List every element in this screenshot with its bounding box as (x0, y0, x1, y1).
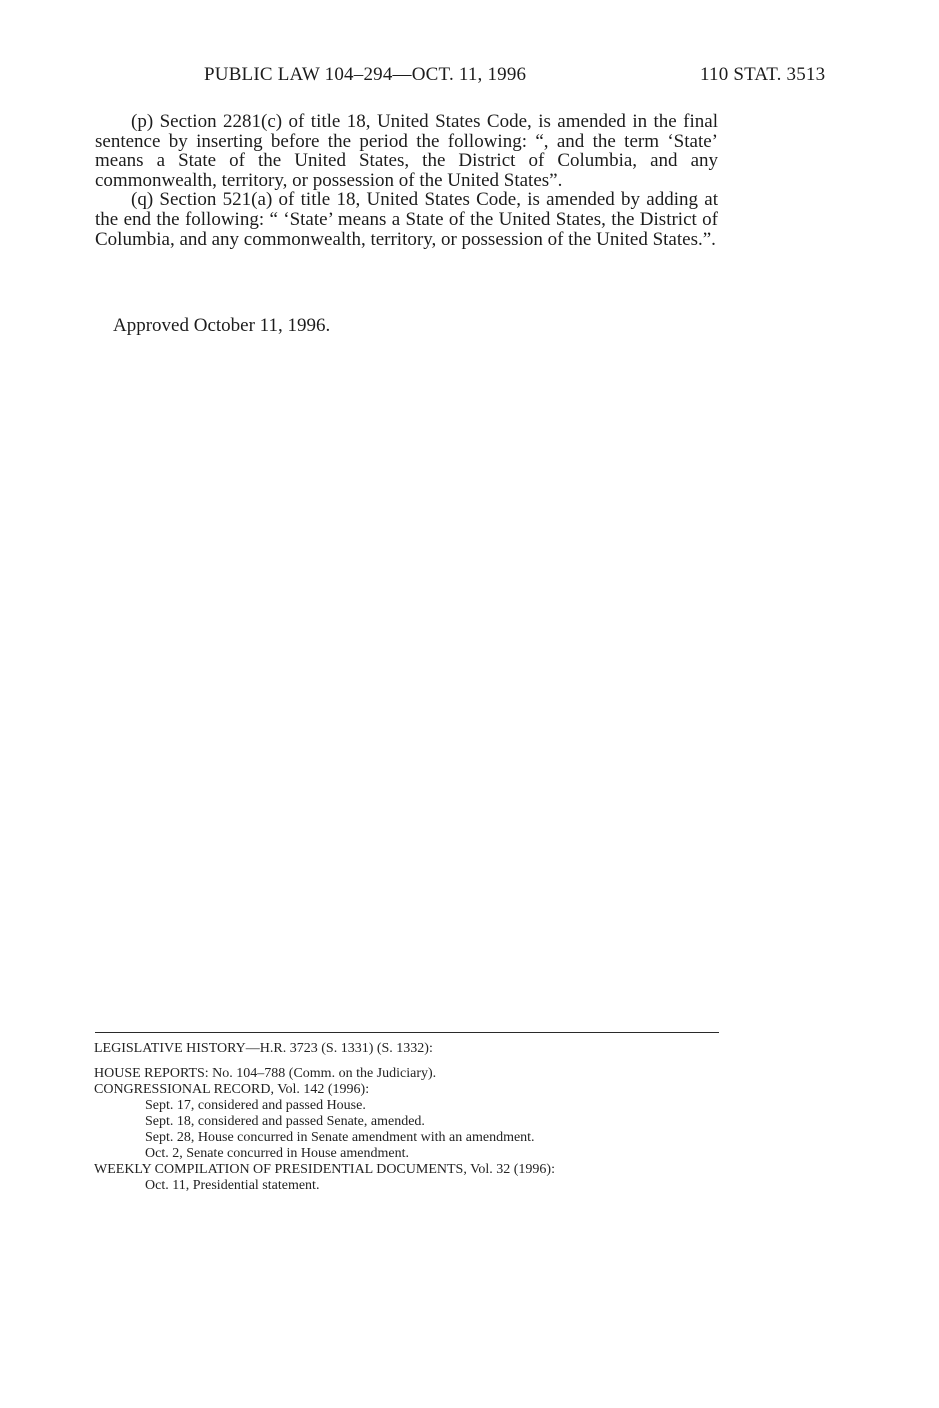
footnote-divider (95, 1032, 719, 1033)
legislative-history (94, 1041, 734, 1194)
record-entry: Sept. 17, considered and passed House. (145, 1098, 366, 1113)
weekly-compilation-line: WEEKLY COMPILATION OF PRESIDENTIAL DOCUMENTS, Vol. 32 (1996): (94, 1162, 555, 1177)
congressional-record-line: CONGRESSIONAL RECORD, Vol. 142 (1996): (94, 1082, 370, 1097)
paragraph-q: (q) Section 521(a) of title 18, United States Code, is amended by adding at the end the following: “ ‘State’ means a State of the United States, the District of Columbia, and any commonwealth, territory, or possession of the United States.”. (95, 189, 718, 250)
paragraph-p: (p) Section 2281(c) of title 18, United States Code, is amended in the final sentence by inserting before the period the following: “, and the term ‘State’ means a State of the United States, the District of Columbia, and any commonwealth, territory, or possession of the United States”. (95, 111, 718, 191)
legislative-history-heading: LEGISLATIVE HISTORY—H.R. 3723 (S. 1331) (S. 1332): (94, 1041, 433, 1056)
weekly-entry: Oct. 11, Presidential statement. (145, 1178, 320, 1193)
body-text (95, 112, 718, 249)
record-entry: Sept. 18, considered and passed Senate, amended. (145, 1114, 425, 1129)
record-entry: Sept. 28, House concurred in Senate amendment with an amendment. (145, 1130, 535, 1145)
record-entry: Oct. 2, Senate concurred in House amendment. (145, 1146, 409, 1161)
statute-page-number: 110 STAT. 3513 (700, 64, 826, 85)
house-reports-line: HOUSE REPORTS: No. 104–788 (Comm. on the Judiciary). (94, 1066, 437, 1081)
running-header-title: PUBLIC LAW 104–294—OCT. 11, 1996 (204, 64, 527, 85)
running-header (0, 64, 939, 88)
approval-date: Approved October 11, 1996. (113, 315, 331, 336)
